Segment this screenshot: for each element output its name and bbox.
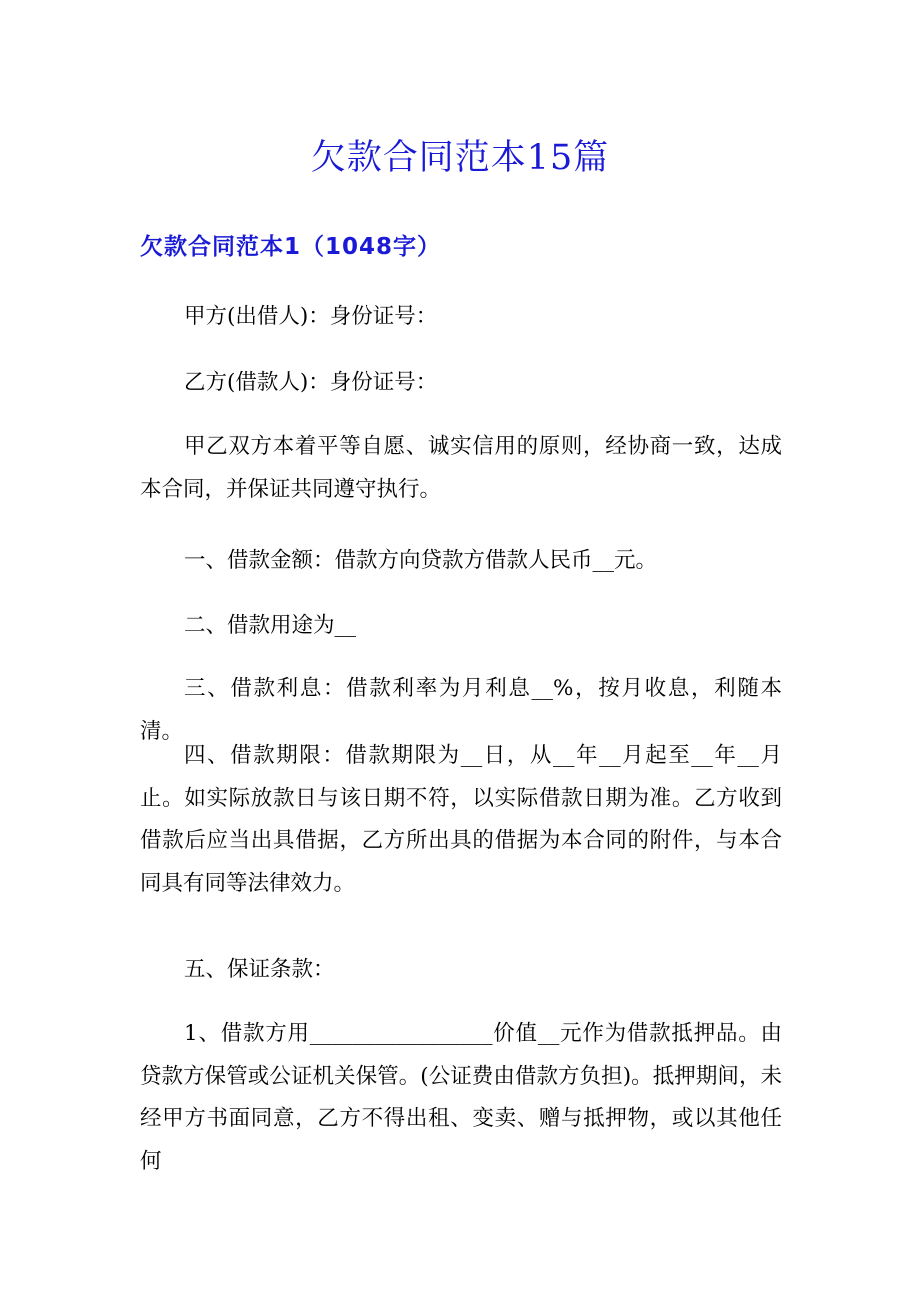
paragraph-loan-interest: 三、借款利息：借款利率为月利息__%，按月收息，利随本清。: [140, 676, 782, 744]
paragraph-lender: 甲方(出借人)：身份证号：: [184, 304, 438, 329]
paragraph-borrower: 乙方(借款人)：身份证号：: [184, 370, 438, 395]
paragraph-guarantee-clause: 五、保证条款：: [184, 957, 335, 982]
paragraph-collateral: 1、借款方用_________________价值__元作为借款抵押品。由贷款方保管或公证机关保管。(公证费由借款方负担)。抵押期间，未经甲方书面同意，乙方不得出租、变卖、赠与抵押物，或以其他任何: [140, 1021, 782, 1174]
paragraph-loan-purpose: 二、借款用途为__: [184, 613, 357, 638]
document-title: 欠款合同范本15篇: [310, 138, 610, 178]
paragraph-loan-amount: 一、借款金额：借款方向贷款方借款人民币__元。: [184, 548, 658, 573]
section-heading: 欠款合同范本1（1048字）: [140, 234, 442, 260]
paragraph-preamble: 甲乙双方本着平等自愿、诚实信用的原则，经协商一致，达成本合同，并保证共同遵守执行。: [140, 434, 782, 502]
paragraph-loan-term: 四、借款期限：借款期限为__日，从__年__月起至__年__月止。如实际放款日与该日期不符，以实际借款日期为准。乙方收到借款后应当出具借据，乙方所出具的借据为本合同的附件，与本合同具有同等法律效力。: [140, 743, 782, 896]
